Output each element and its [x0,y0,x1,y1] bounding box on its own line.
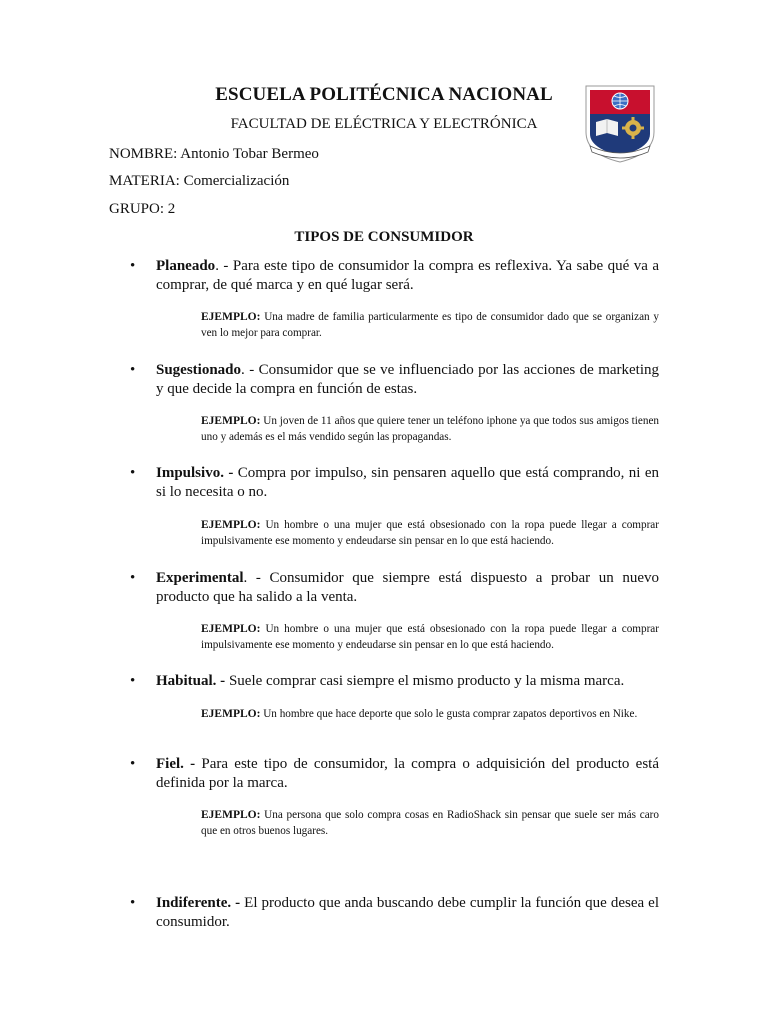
example-text: Un hombre o una mujer que está obsesionado con la ropa puede llegar a comprar impulsivamente ese momento y endeudarse sin pensar en lo que está haciendo. [201,623,660,651]
example-block [201,413,659,445]
example-block [201,706,659,722]
item-term: Fiel. - [156,756,196,772]
bullet-icon: • [130,673,136,689]
group-number: GRUPO: 2 [109,201,176,217]
item-separator: . - [241,362,259,378]
bullet-icon: • [130,570,136,586]
example-text: Un hombre o una mujer que está obsesionado con la ropa puede llegar a comprar impulsivamente ese momento y endeudarse sin pensar en lo que está haciendo. [201,519,660,547]
item-term: Impulsivo. - [156,465,234,481]
bullet-icon: • [130,895,136,911]
bullet-icon: • [130,756,136,772]
list-item [130,894,659,932]
bullet-icon: • [130,362,136,378]
example-label: EJEMPLO: [201,623,261,635]
item-text: Compra por impulso, sin pensaren aquello que está comprando, ni en si lo necesita o no. [156,465,660,500]
item-text: Suele comprar casi siempre el mismo producto y la misma marca. [228,673,625,689]
item-term: Planeado [156,258,216,274]
item-text: Consumidor que siempre está dispuesto a probar un nuevo producto que ha salido a la venta. [156,570,660,605]
institution-title: ESCUELA POLITÉCNICA NACIONAL [215,84,553,105]
list-item [130,755,659,793]
example-block [201,517,659,549]
item-text: El producto que anda buscando debe cumplir la función que desea el consumidor. [156,895,659,930]
bullet-icon: • [130,258,136,274]
example-text: Un hombre que hace deporte que solo le gusta comprar zapatos deportivos en Nike. [263,708,638,720]
example-text: Un joven de 11 años que quiere tener un teléfono iphone ya que todos sus amigos tienen uno y además es el más vendido según las propagandas. [201,415,660,443]
item-text: Consumidor que se ve influenciado por las acciones de marketing y que decide la compra en función de estas. [156,362,660,397]
item-term: Experimental [156,570,244,586]
list-item [130,361,660,399]
example-block [201,807,659,839]
example-label: EJEMPLO: [201,519,261,531]
university-crest-icon [582,84,658,164]
example-label: EJEMPLO: [201,708,261,720]
list-item [130,569,660,607]
list-item [130,672,659,691]
item-text: Para este tipo de consumidor la compra es reflexiva. Ya sabe qué va a comprar, de qué marca y en qué lugar será. [156,258,659,293]
item-term: Sugestionado [156,362,242,378]
faculty-subtitle: FACULTAD DE ELÉCTRICA Y ELECTRÓNICA [230,116,538,132]
example-label: EJEMPLO: [201,415,261,427]
section-title: TIPOS DE CONSUMIDOR [294,229,474,245]
example-block [201,621,659,653]
example-label: EJEMPLO: [201,311,261,323]
item-term: Habitual. - [156,673,226,689]
item-term: Indiferente. - [156,895,241,911]
item-separator: . - [243,570,270,586]
list-item [130,257,659,295]
bullet-icon: • [130,465,136,481]
student-name: NOMBRE: Antonio Tobar Bermeo [109,146,319,162]
example-label: EJEMPLO: [201,809,261,821]
item-separator: . - [215,258,233,274]
subject-name: MATERIA: Comercialización [109,173,290,189]
example-text: Una madre de familia particularmente es tipo de consumidor dado que se organizan y ven lo mejor para comprar. [201,311,659,339]
example-text: Una persona que solo compra cosas en RadioShack sin pensar que suele ser más caro que en otros buenos lugares. [201,809,659,837]
item-text: Para este tipo de consumidor, la compra o adquisición del producto está definida por la marca. [156,756,659,791]
example-block [201,309,659,341]
list-item [130,464,660,502]
